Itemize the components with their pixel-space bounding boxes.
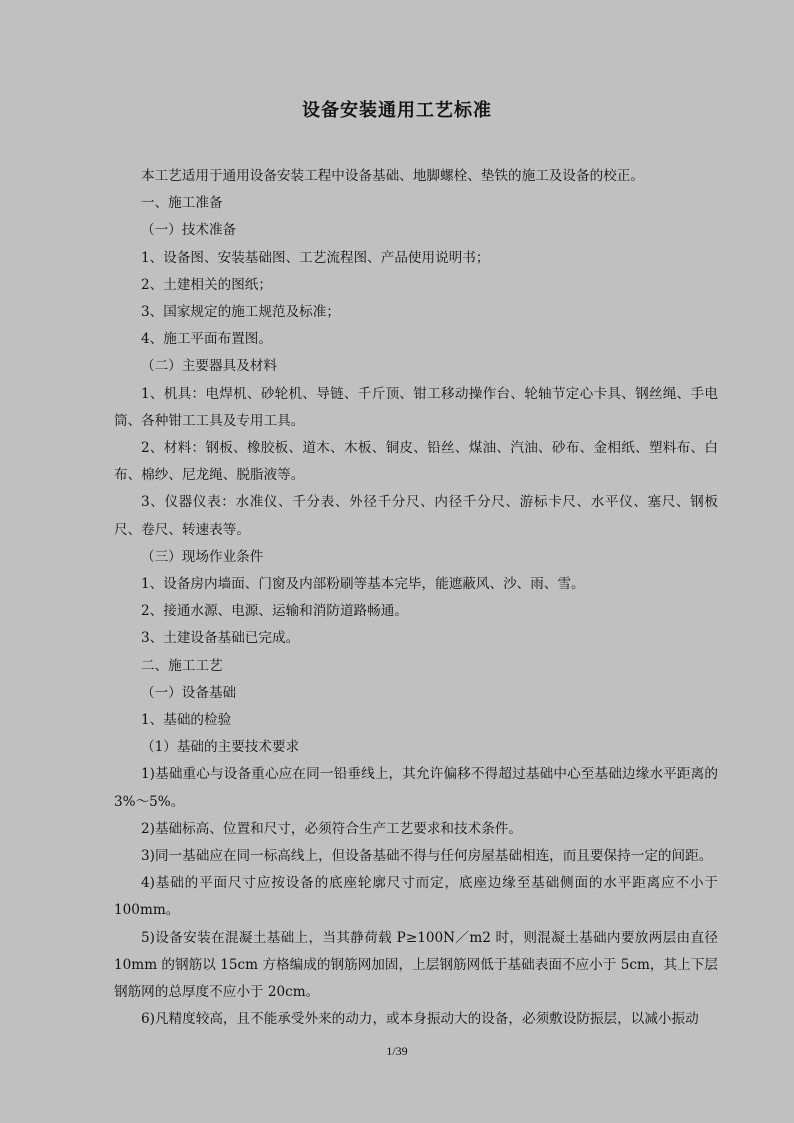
paragraph: 二、施工工艺 <box>141 657 223 674</box>
paragraph: 3)同一基础应在同一标高线上，但设备基础不得与任何房屋基础相连，而且要保持一定的间距。 <box>141 848 713 865</box>
paragraph: 4、施工平面布置图。 <box>141 331 272 348</box>
paragraph: 3、土建设备基础已完成。 <box>141 630 300 647</box>
paragraph: 2、土建相关的图纸； <box>141 276 272 293</box>
page-number: 1/39 <box>386 1044 408 1058</box>
paragraph: （三）现场作业条件 <box>141 548 264 565</box>
paragraph: 1、基础的检验 <box>141 712 232 729</box>
paragraph: 5)设备安装在混凝土基础上，当其静荷载 P≥100N／m2 时，则混凝土基础内要放两层由直径 10mm 的钢筋以 15cm 方格编成的钢筋网加固，上层钢筋网低于基础表面不应小于 5cm，其上下层钢筋网的总厚度不应小于 20cm。 <box>114 929 718 1001</box>
paragraph: （1）基础的主要技术要求 <box>141 739 300 756</box>
paragraph: 2、材料：钢板、橡胶板、道木、木板、铜皮、铅丝、煤油、汽油、砂布、金相纸、塑料布、白布、棉纱、尼龙绳、脱脂液等。 <box>114 440 718 484</box>
paragraph: 1、设备图、安装基础图、工艺流程图、产品使用说明书； <box>141 249 490 266</box>
paragraph: 6)凡精度较高，且不能承受外来的动力，或本身振动大的设备，必须敷设防振层，以减小振动 <box>141 1011 699 1028</box>
paragraph: （一）设备基础 <box>141 684 237 701</box>
paragraph: （一）技术准备 <box>141 222 237 239</box>
paragraph: 3、国家规定的施工规范及标准； <box>141 304 340 321</box>
document-title: 设备安装通用工艺标准 <box>302 100 492 121</box>
paragraph: 1、机具：电焊机、砂轮机、导链、千斤顶、钳工移动操作台、轮轴节定心卡具、钢丝绳、手电筒、各种钳工工具及专用工具。 <box>114 385 718 429</box>
paragraph: 1、设备房内墙面、门窗及内部粉刷等基本完毕，能遮蔽风、沙、雨、雪。 <box>141 576 585 593</box>
paragraph: 4)基础的平面尺寸应按设备的底座轮廓尺寸而定，底座边缘至基础侧面的水平距离应不小于 100mm。 <box>114 875 718 919</box>
paragraph: 3、仪器仪表：水准仪、千分表、外径千分尺、内径千分尺、游标卡尺、水平仪、塞尺、钢板尺、卷尺、转速表等。 <box>114 494 718 538</box>
document-body <box>114 163 718 1034</box>
paragraph: （二）主要器具及材料 <box>141 358 277 375</box>
paragraph: 一、施工准备 <box>141 195 223 212</box>
paragraph: 2、接通水源、电源、运输和消防道路畅通。 <box>141 603 408 620</box>
paragraph: 1)基础重心与设备重心应在同一铅垂线上，其允许偏移不得超过基础中心至基础边缘水平距离的 3%～5%。 <box>114 766 718 810</box>
paragraph: 本工艺适用于通用设备安装工程中设备基础、地脚螺栓、垫铁的施工及设备的校正。 <box>141 168 644 184</box>
paragraph: 2)基础标高、位置和尺寸，必须符合生产工艺要求和技术条件。 <box>141 820 522 837</box>
